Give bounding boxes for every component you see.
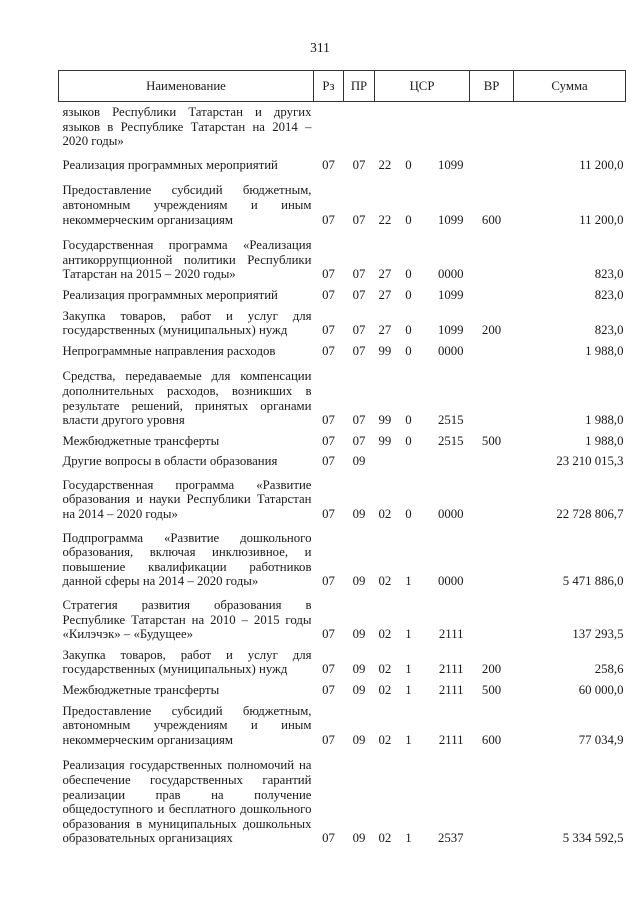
row-rz: 07 — [322, 454, 335, 469]
row-csr-sub: 0 — [405, 323, 412, 338]
table-row — [59, 230, 626, 285]
row-csr-sub: 0 — [405, 267, 412, 282]
table-body — [59, 102, 626, 849]
row-csr-code: 0000 — [437, 267, 464, 282]
row-csr-code: 0000 — [437, 507, 464, 522]
row-pr: 07 — [352, 323, 366, 338]
row-sum — [514, 102, 626, 152]
table-row — [59, 285, 626, 306]
row-vr — [470, 592, 514, 645]
row-sum: 137 293,5 — [572, 627, 624, 642]
row-sum: 823,0 — [594, 323, 624, 338]
row-csr-program: 02 — [378, 574, 392, 589]
row-csr-sub: 1 — [405, 831, 412, 846]
row-csr-program: 99 — [378, 433, 392, 448]
row-vr: 600 — [481, 212, 502, 227]
row-rz: 07 — [322, 627, 335, 642]
row-vr — [470, 102, 514, 152]
row-name: Предоставление субсидий бюджетным, автономным учреждениям и иным некоммерческим организациям — [62, 183, 312, 227]
budget-table — [58, 70, 626, 849]
header-vr: ВР — [470, 71, 514, 102]
row-vr — [470, 361, 514, 430]
row-pr: 07 — [352, 157, 366, 172]
row-csr-code: 0000 — [437, 343, 464, 358]
table-row — [59, 680, 626, 701]
row-pr: 07 — [352, 433, 366, 448]
table-row — [59, 750, 626, 849]
row-csr-program: 02 — [378, 662, 392, 677]
header-csr: ЦСР — [375, 71, 470, 102]
row-csr-sub: 0 — [405, 433, 412, 448]
row-rz: 07 — [322, 287, 335, 302]
row-csr-program: 02 — [378, 831, 392, 846]
row-vr — [470, 285, 514, 306]
row-rz: 07 — [322, 831, 335, 846]
row-vr — [470, 472, 514, 525]
row-pr: 09 — [352, 732, 366, 747]
row-name: Реализация государственных полномочий на обеспечение государственных гарантий реализации прав на получение общедоступного и бесплатного дошкольного образования в муниципальных дошкольных образовательных организациях — [62, 758, 312, 846]
row-vr: 200 — [481, 323, 502, 338]
table-row — [59, 341, 626, 362]
row-csr-program: 99 — [378, 413, 392, 428]
table-row — [59, 472, 626, 525]
page-number: 311 — [310, 40, 330, 55]
row-name: Межбюджетные трансферты — [62, 683, 220, 697]
row-csr-code: 1099 — [437, 287, 464, 302]
row-sum: 23 210 015,3 — [556, 454, 624, 469]
header-name: Наименование — [59, 71, 314, 102]
row-name: Реализация программных мероприятий — [62, 287, 278, 302]
row-csr-program — [375, 102, 398, 152]
row-sum: 22 728 806,7 — [556, 507, 624, 522]
row-csr-code: 1099 — [437, 157, 464, 172]
table-header-row — [59, 71, 626, 102]
row-csr-program: 27 — [378, 267, 392, 282]
row-csr-code: 2111 — [438, 683, 464, 697]
row-sum: 1 988,0 — [585, 343, 624, 358]
row-vr — [470, 451, 514, 472]
row-csr-program: 27 — [378, 287, 392, 302]
row-csr-program — [375, 451, 398, 472]
row-pr: 07 — [352, 287, 366, 302]
row-vr — [470, 750, 514, 849]
row-csr-program: 02 — [378, 507, 392, 522]
row-vr — [470, 230, 514, 285]
table-row — [59, 525, 626, 592]
row-vr — [470, 525, 514, 592]
row-csr-sub: 1 — [405, 662, 412, 677]
row-csr-sub: 1 — [405, 627, 412, 642]
row-csr-sub: 1 — [405, 574, 412, 589]
row-csr-code: 2111 — [438, 732, 464, 747]
row-pr: 09 — [352, 683, 366, 697]
row-pr: 09 — [352, 574, 366, 589]
row-pr: 07 — [352, 212, 366, 227]
row-name: Закупка товаров, работ и услуг для государственных (муниципальных) нужд — [62, 308, 312, 338]
row-sum: 5 471 886,0 — [562, 574, 624, 589]
row-pr: 07 — [352, 413, 366, 428]
row-csr-sub: 0 — [405, 343, 412, 358]
row-name: Непрограммные направления расходов — [62, 343, 276, 358]
row-sum: 258,6 — [594, 662, 624, 677]
row-vr — [470, 341, 514, 362]
row-sum: 11 200,0 — [579, 157, 624, 172]
row-vr: 200 — [481, 662, 502, 677]
row-rz: 07 — [322, 433, 335, 448]
row-rz: 07 — [322, 157, 335, 172]
row-rz: 07 — [322, 212, 335, 227]
row-name: Закупка товаров, работ и услуг для государственных (муниципальных) нужд — [62, 647, 312, 677]
row-name: Государственная программа «Реализация антикоррупционной политики Республики Татарстан на 2015 – 2020 годы» — [62, 238, 312, 282]
row-name: Предоставление субсидий бюджетным, автономным учреждениям и иным некоммерческим организациям — [62, 703, 312, 747]
row-csr-code: 2515 — [437, 433, 464, 448]
row-name: языков Республики Татарстан и других языков в Республике Татарстан на 2014 – 2020 годы» — [62, 105, 312, 149]
row-name: Подпрограмма «Развитие дошкольного образования, включая инклюзивное, и повышение квалификации работников данной сферы на 2014 – 2020 годы» — [62, 530, 312, 589]
row-sum: 823,0 — [594, 287, 624, 302]
row-csr-program: 99 — [378, 343, 392, 358]
row-rz: 07 — [322, 413, 335, 428]
row-sum: 1 988,0 — [585, 413, 624, 428]
row-csr-program: 22 — [378, 212, 392, 227]
table-row — [59, 431, 626, 452]
row-pr: 09 — [352, 507, 366, 522]
row-rz: 07 — [322, 267, 335, 282]
row-rz: 07 — [322, 323, 335, 338]
row-name: Государственная программа «Развитие образования и науки Республики Татарстан на 2014 – 2020 годы» — [62, 477, 312, 522]
row-rz: 07 — [322, 662, 335, 677]
row-csr-sub: 1 — [405, 683, 412, 697]
row-csr-sub: 0 — [405, 413, 412, 428]
table-row — [59, 152, 626, 176]
row-pr: 09 — [352, 662, 366, 677]
row-name: Реализация программных мероприятий — [62, 157, 278, 172]
table-row — [59, 102, 626, 152]
row-csr-sub: 0 — [405, 287, 412, 302]
row-csr-program: 02 — [378, 732, 392, 747]
row-sum: 77 034,9 — [578, 732, 624, 747]
row-rz: 07 — [322, 732, 335, 747]
row-pr: 09 — [352, 454, 366, 469]
row-csr-code: 2537 — [437, 831, 464, 846]
row-csr-code: 1099 — [437, 212, 464, 227]
row-rz: 07 — [322, 507, 335, 522]
row-pr: 09 — [352, 627, 366, 642]
table-row — [59, 701, 626, 751]
row-vr — [470, 152, 514, 176]
table-row — [59, 451, 626, 472]
row-name: Другие вопросы в области образования — [62, 454, 278, 469]
row-rz: 07 — [322, 343, 335, 358]
row-pr: 07 — [352, 343, 366, 358]
row-sum: 5 334 592,5 — [562, 831, 624, 846]
row-sum: 1 988,0 — [585, 433, 624, 448]
row-sum: 60 000,0 — [578, 683, 624, 697]
row-csr-program: 02 — [378, 683, 392, 697]
row-name: Межбюджетные трансферты — [62, 433, 220, 448]
table-row — [59, 361, 626, 430]
row-csr-code: 1099 — [437, 323, 464, 338]
row-csr-code: 2111 — [438, 627, 464, 642]
table-row — [59, 175, 626, 230]
row-csr-code — [420, 451, 470, 472]
row-csr-sub — [398, 451, 420, 472]
row-csr-program: 27 — [378, 323, 392, 338]
row-vr: 500 — [481, 683, 502, 697]
row-csr-sub: 0 — [405, 157, 412, 172]
row-sum: 11 200,0 — [579, 212, 624, 227]
row-csr-code — [420, 102, 470, 152]
row-vr: 500 — [481, 433, 502, 448]
row-rz: 07 — [322, 574, 335, 589]
row-pr: 09 — [352, 831, 366, 846]
row-sum: 823,0 — [594, 267, 624, 282]
row-pr — [344, 102, 375, 152]
row-name: Стратегия развития образования в Республике Татарстан на 2010 – 2015 годы «Килэчэк» – «Будущее» — [62, 598, 312, 642]
header-sum: Сумма — [514, 71, 626, 102]
row-csr-program: 22 — [378, 157, 392, 172]
row-csr-sub — [398, 102, 420, 152]
row-csr-program: 02 — [378, 627, 392, 642]
table-row — [59, 306, 626, 341]
row-csr-sub: 1 — [405, 732, 412, 747]
row-csr-code: 2111 — [438, 662, 464, 677]
row-csr-code: 2515 — [437, 413, 464, 428]
row-rz: 07 — [322, 683, 335, 697]
table-row — [59, 592, 626, 645]
row-csr-sub: 0 — [405, 507, 412, 522]
row-rz — [314, 102, 344, 152]
table-row — [59, 645, 626, 680]
row-csr-sub: 0 — [405, 212, 412, 227]
header-pr: ПР — [344, 71, 375, 102]
row-name: Средства, передаваемые для компенсации дополнительных расходов, возникших в результате решений, принятых органами власти другого уровня — [62, 369, 312, 428]
row-vr: 600 — [481, 732, 502, 747]
row-csr-code: 0000 — [437, 574, 464, 589]
row-pr: 07 — [352, 267, 366, 282]
header-rz: Рз — [314, 71, 344, 102]
